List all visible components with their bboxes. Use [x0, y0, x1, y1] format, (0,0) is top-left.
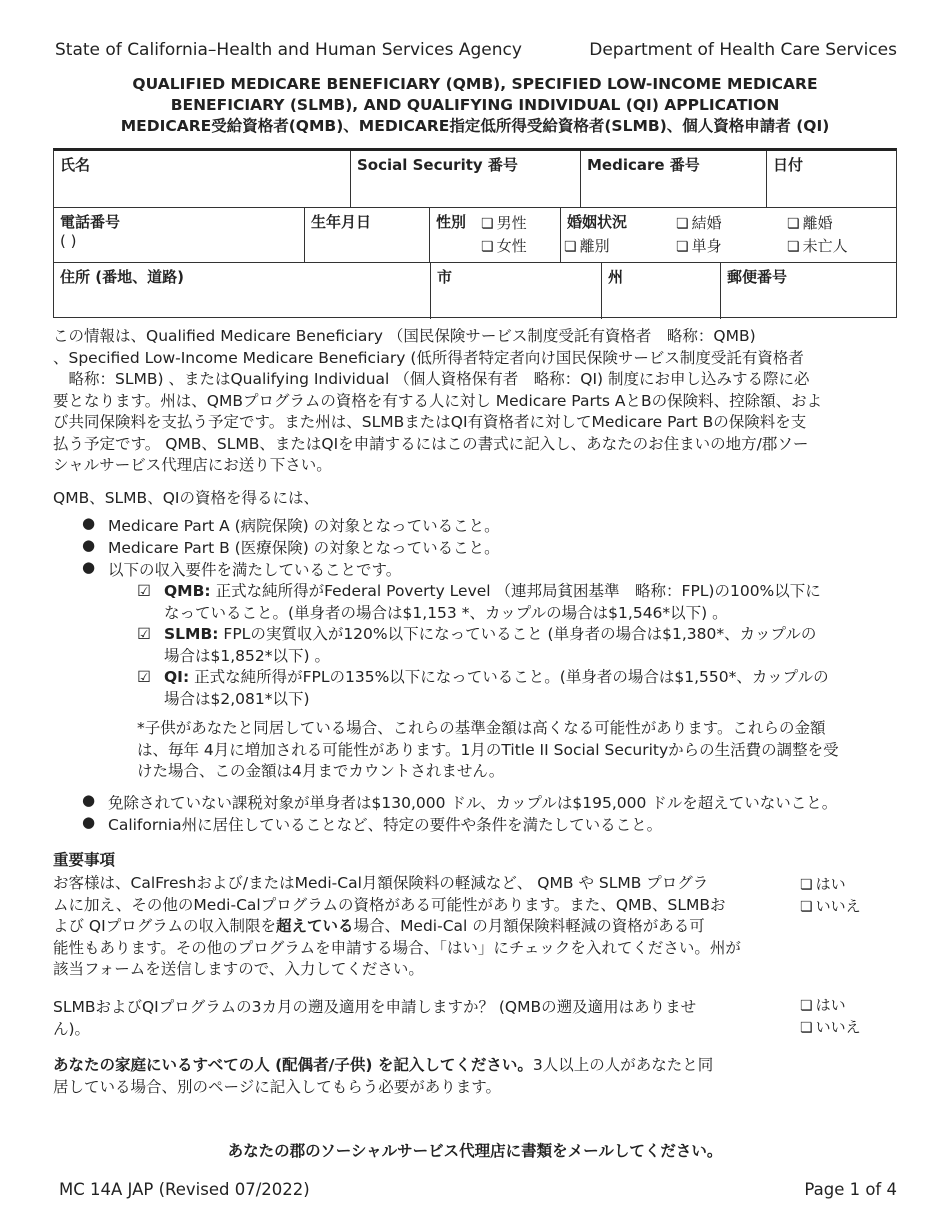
title-line-2: BENEFICIARY (SLMB), AND QUALIFYING INDIVIDUAL (QI) APPLICATION	[170, 96, 780, 114]
name-field[interactable]: 氏名	[60, 156, 91, 174]
ssn-field[interactable]: Social Security 番号	[357, 156, 518, 174]
marital-status-label: 婚姻状況	[567, 213, 628, 231]
requirement-income: 以下の収入要件を満たしていることです。	[108, 561, 402, 579]
retroactive-no-option[interactable]: ❏ いいえ	[800, 1018, 861, 1036]
address-field[interactable]: 住所 (番地、道路)	[60, 268, 184, 286]
checkbox-icon: ❏	[564, 239, 577, 255]
requirement-part-a: Medicare Part A (病院保険) の対象となっていること。	[108, 517, 500, 535]
checkbox-icon: ❏	[800, 899, 813, 915]
marital-married-option[interactable]: ❏ 結婚	[676, 214, 722, 232]
requirement-part-b: Medicare Part B (医療保険) の対象となっていること。	[108, 539, 500, 557]
title-line-3: MEDICARE受給資格者(QMB)、MEDICARE指定低所得受給資格者(SLMB)、個人資格申請者 (QI)	[120, 117, 830, 135]
checkbox-icon: ❏	[676, 216, 689, 232]
agency-name: State of California–Health and Human Services Agency	[55, 40, 522, 60]
gender-male-option[interactable]: ❏ 男性	[481, 214, 527, 232]
form-title	[0, 74, 950, 137]
medicare-number-field[interactable]: Medicare 番号	[587, 156, 700, 174]
other-programs-paragraph: お客様は、CalFreshおよび/またはMedi-Cal月額保険料の軽減など、 QMB や SLMB プログラ ムに加え、その他のMedi-Calプログラムの資格がある可能性があります。また、QMB、SLMBお よび QIプログラムの収入制限を超えている場合、Medi-Cal の月額保険料軽減の資格がある可 能性もあります。その他のプログラムを申請する場合、「はい」にチェックを入れてください。州が 該当フォームを送信しますので、入力してください。	[53, 874, 741, 978]
zip-field[interactable]: 郵便番号	[727, 268, 788, 286]
marital-single-option[interactable]: ❏ 単身	[676, 237, 722, 255]
phone-area-code[interactable]: ( )	[60, 232, 77, 250]
applicant-info-form	[53, 148, 897, 318]
bullet-icon: ●	[82, 791, 96, 809]
checkbox-icon: ❏	[800, 998, 813, 1014]
form-id: MC 14A JAP (Revised 07/2022)	[59, 1180, 310, 1199]
checkbox-icon: ❏	[800, 1020, 813, 1036]
date-field[interactable]: 日付	[773, 156, 804, 174]
check-icon: ☑	[137, 582, 151, 600]
check-icon: ☑	[137, 625, 151, 643]
other-programs-yes-option[interactable]: ❏ はい	[800, 875, 846, 893]
qmb-criteria: QMB: 正式な純所得がFederal Poverty Level （連邦局貧困基準 略称：FPL)の100%以下に なっていること。(単身者の場合は$1,153 *、カップルの場合は$1,546*以下) 。	[164, 582, 821, 622]
gender-field: 性別	[436, 213, 467, 231]
other-programs-no-option[interactable]: ❏ いいえ	[800, 897, 861, 915]
state-field[interactable]: 州	[608, 268, 624, 286]
marital-divorced-option[interactable]: ❏ 離婚	[787, 214, 833, 232]
city-field[interactable]: 市	[437, 268, 453, 286]
income-note: *子供があなたと同居している場合、これらの基準金額は高くなる可能性があります。これらの金額 は、毎年 4月に増加される可能性があります。1月のTitle II Social Securityからの生活費の調整を受 けた場合、この金額は4月までカウントされません。	[137, 719, 839, 780]
page-number: Page 1 of 4	[804, 1180, 897, 1199]
mail-notice: あなたの郡のソーシャルサービス代理店に書類をメールしてください。	[227, 1142, 723, 1160]
department-name: Department of Health Care Services	[589, 40, 897, 60]
bullet-icon: ●	[82, 813, 96, 831]
checkbox-icon: ❏	[787, 216, 800, 232]
checkbox-icon: ❏	[481, 216, 494, 232]
birthdate-field[interactable]: 生年月日	[311, 213, 372, 231]
checkbox-icon: ❏	[676, 239, 689, 255]
retroactive-question: SLMBおよびQIプログラムの3カ月の遡及適用を申請しますか？ (QMBの遡及適用はありませ ん)。	[53, 998, 697, 1038]
important-heading: 重要事項	[53, 851, 116, 869]
phone-field[interactable]: 電話番号 ( )	[54, 208, 304, 262]
household-instructions: あなたの家庭にいるすべての人 (配偶者/子供) を記入してください。3人以上の人があなたと同 居している場合、別のページに記入してもらう必要があります。	[53, 1056, 714, 1096]
requirements-lead: QMB、SLMB、QIの資格を得るには、	[53, 489, 319, 507]
requirement-residency: California州に居住していることなど、特定の要件や条件を満たしていること。	[108, 816, 663, 834]
intro-paragraph: この情報は、Qualified Medicare Beneficiary （国民保険サービス制度受託有資格者 略称：QMB) 、Specified Low-Income Medicare Beneficiary (低所得者特定者向け国民保険サービス制度受託有資格者 略称：SLMB) 、またはQualifying Individual （個人資格保有者 略称：QI) 制度にお申し込みする際に必 要となります。州は、QMBプログラムの資格を有する人に対し Medicare Parts AとBの保険料、控除額、およ び共同保険料を支払う予定です。また州は、SLMBまたはQI有資格者に対してMedicare Part Bの保険料を支 払う予定です。 QMB、SLMB、またはQIを申請するにはこの書式に記入し、あなたのお住まいの地方/郡ソー シャルサービス代理店にお送り下さい。	[53, 327, 823, 474]
slmb-criteria: SLMB: FPLの実質収入が120%以下になっていること (単身者の場合は$1,380*、カップルの 場合は$1,852*以下) 。	[164, 625, 817, 665]
check-icon: ☑	[137, 668, 151, 686]
qi-criteria: QI: 正式な純所得がFPLの135%以下になっていること。(単身者の場合は$1,550*、カップルの 場合は$2,081*以下)	[164, 668, 829, 708]
marital-separated-option[interactable]: ❏ 離別	[564, 237, 610, 255]
requirement-assets: 免除されていない課税対象が単身者は$130,000 ドル、カップルは$195,000 ドルを超えていないこと。	[108, 794, 838, 812]
gender-female-option[interactable]: ❏ 女性	[481, 237, 527, 255]
marital-widowed-option[interactable]: ❏ 未亡人	[787, 237, 848, 255]
retroactive-yes-option[interactable]: ❏ はい	[800, 996, 846, 1014]
checkbox-icon: ❏	[800, 877, 813, 893]
checkbox-icon: ❏	[481, 239, 494, 255]
bullet-icon: ●	[82, 536, 96, 554]
bullet-icon: ●	[82, 514, 96, 532]
bullet-icon: ●	[82, 558, 96, 576]
checkbox-icon: ❏	[787, 239, 800, 255]
title-line-1: QUALIFIED MEDICARE BENEFICIARY (QMB), SPECIFIED LOW-INCOME MEDICARE	[132, 75, 818, 93]
